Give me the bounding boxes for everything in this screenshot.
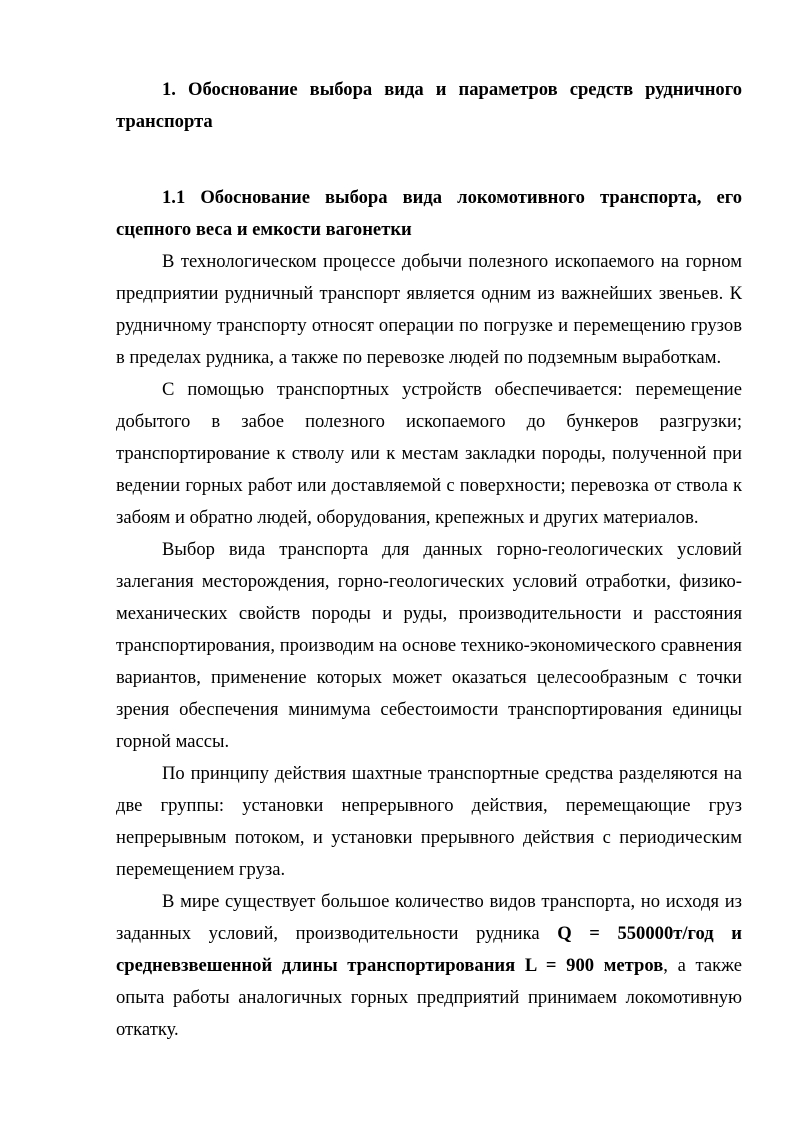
paragraph-3: Выбор вида транспорта для данных горно-геологических условий залегания месторождения, горно-геологических условий отработки, физико-механических свойств породы и руды, производительности и расстояния транспортирования, производим на основе технико-экономического сравнения вариантов, применение которых может оказаться целесообразным с точки зрения обеспечения минимума себестоимости транспортирования единицы горной массы. — [116, 539, 742, 752]
paragraph-4: По принципу действия шахтные транспортные средства разделяются на две группы: установки непрерывного действия, перемещающие груз непрерывным потоком, и установки прерывного действия с периодическим перемещением груза. — [116, 763, 742, 880]
paragraph-1: В технологическом процессе добычи полезного ископаемого на горном предприятии рудничный транспорт является одним из важнейших звеньев. К рудничному транспорту относят операции по погрузке и перемещению грузов в пределах рудника, а также по перевозке людей по подземным выработкам. — [116, 251, 742, 368]
section-heading-1-1: 1.1 Обоснование выбора вида локомотивного транспорта, его сцепного веса и емкости вагонетки — [116, 187, 742, 240]
paragraph-2: С помощью транспортных устройств обеспечивается: перемещение добытого в забое полезного ископаемого до бункеров разгрузки; транспортирование к стволу или к местам закладки породы, полученной при ведении горных работ или доставляемой с поверхности; перевозка от ствола к забоям и обратно людей, оборудования, крепежных и других материалов. — [116, 379, 742, 528]
section-heading-1: 1. Обоснование выбора вида и параметров средств рудничного транспорта — [116, 79, 742, 132]
paragraph-5-text-1: В мире существует большое количество видов транспорта, но исходя из заданных условий, производительности рудника — [116, 891, 742, 944]
paragraph-5-text-2: , а также опыта работы аналогичных горных предприятий принимаем локомотивную откатку. — [116, 955, 742, 1040]
paragraph-5 — [116, 886, 742, 1046]
paragraph-5-bold-parameters: Q = 550000т/год и средневзвешенной длины транспортирования L = 900 метров — [116, 923, 742, 976]
